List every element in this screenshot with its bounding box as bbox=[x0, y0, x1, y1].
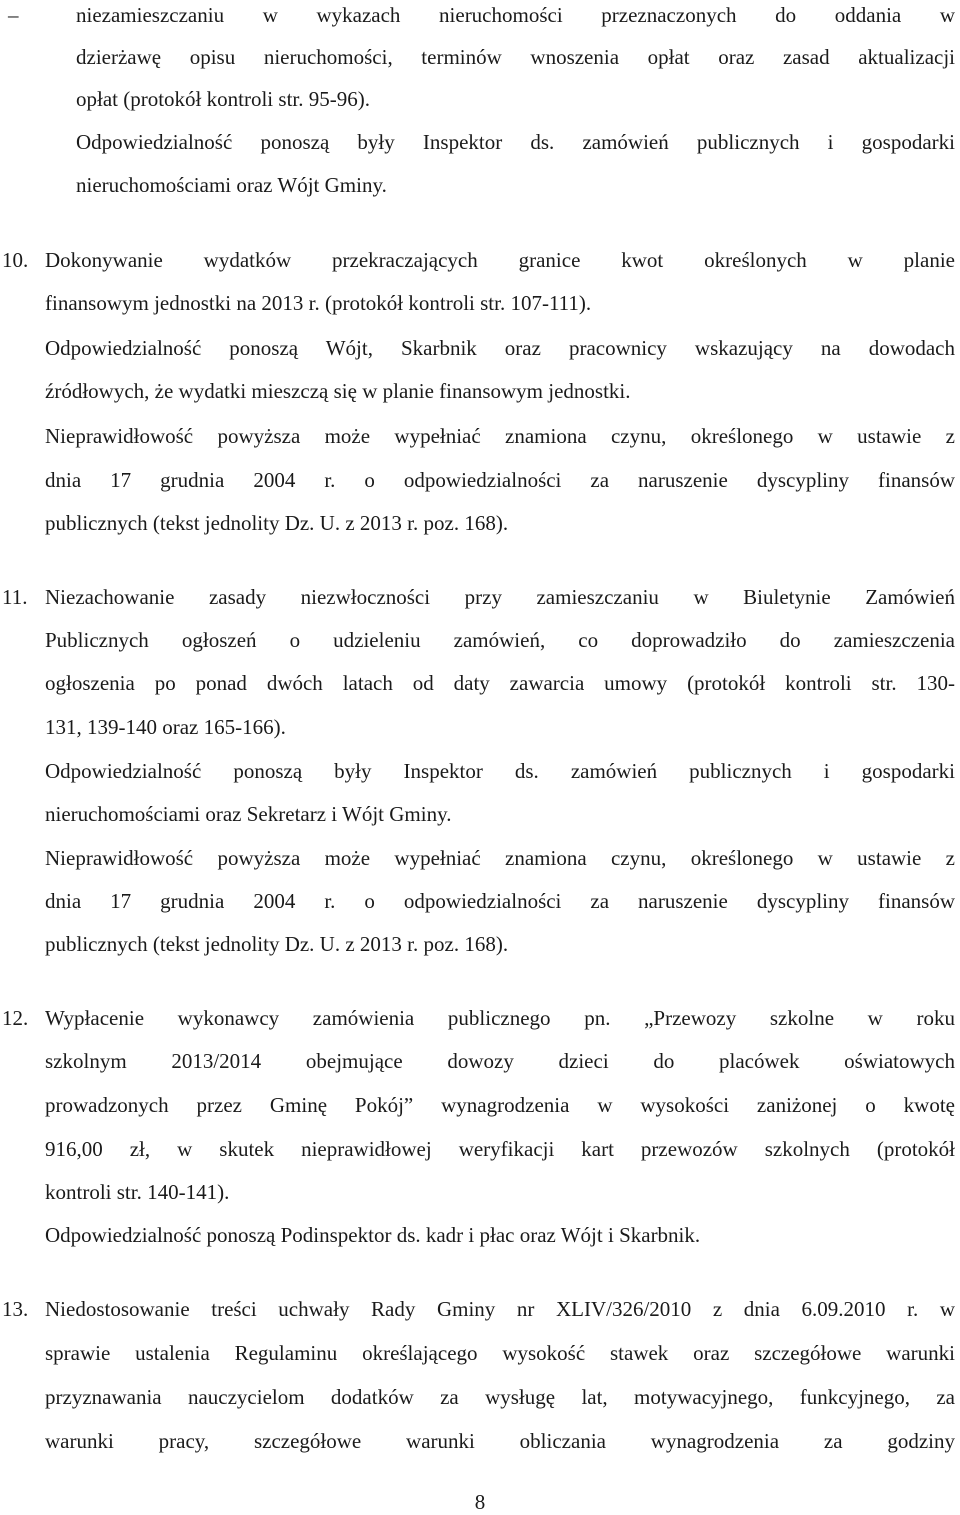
text-line: Odpowiedzialność ponoszą były Inspektor ds. zamówień publicznych i gospodarki bbox=[76, 130, 955, 154]
text-line: niezamieszczaniu w wykazach nieruchomości przeznaczonych do oddania w bbox=[76, 3, 955, 27]
item-number: 12. bbox=[2, 1006, 29, 1030]
text-line: finansowym jednostki na 2013 r. (protokół kontroli str. 107-111). bbox=[45, 291, 592, 315]
item-number: 11. bbox=[2, 585, 28, 609]
text-line: Odpowiedzialność ponoszą Podinspektor ds. kadr i płac oraz Wójt i Skarbnik. bbox=[45, 1223, 701, 1247]
text-line: Odpowiedzialność ponoszą Wójt, Skarbnik oraz pracownicy wskazujący na dowodach bbox=[45, 336, 955, 360]
text-line: 916,00 zł, w skutek nieprawidłowej weryfikacji kart przewozów szkolnych (protokół bbox=[45, 1137, 955, 1161]
text-line: ogłoszenia po ponad dwóch latach od daty zawarcia umowy (protokół kontroli str. 130- bbox=[45, 671, 955, 695]
text-line: źródłowych, że wydatki mieszczą się w planie finansowym jednostki. bbox=[45, 379, 631, 403]
page-number: 8 bbox=[474, 1490, 486, 1514]
text-line: nieruchomościami oraz Sekretarz i Wójt Gminy. bbox=[45, 802, 452, 826]
text-line: Nieprawidłowość powyższa może wypełniać znamiona czynu, określonego w ustawie z bbox=[45, 846, 955, 870]
text-line: warunki pracy, szczegółowe warunki obliczania wynagrodzenia za godziny bbox=[45, 1429, 955, 1453]
text-line: Publicznych ogłoszeń o udzieleniu zamówień, co doprowadziło do zamieszczenia bbox=[45, 628, 955, 652]
dash-marker: – bbox=[8, 3, 19, 27]
text-line: Nieprawidłowość powyższa może wypełniać znamiona czynu, określonego w ustawie z bbox=[45, 424, 955, 448]
text-line: nieruchomościami oraz Wójt Gminy. bbox=[76, 173, 387, 197]
text-line: publicznych (tekst jednolity Dz. U. z 2013 r. poz. 168). bbox=[45, 511, 509, 535]
text-line: 131, 139-140 oraz 165-166). bbox=[45, 715, 286, 739]
text-line: dzierżawę opisu nieruchomości, terminów wnoszenia opłat oraz zasad aktualizacji bbox=[76, 45, 955, 69]
text-line: Odpowiedzialność ponoszą były Inspektor ds. zamówień publicznych i gospodarki bbox=[45, 759, 955, 783]
text-line: publicznych (tekst jednolity Dz. U. z 2013 r. poz. 168). bbox=[45, 932, 509, 956]
item-number: 10. bbox=[2, 248, 29, 272]
text-line: dnia 17 grudnia 2004 r. o odpowiedzialności za naruszenie dyscypliny finansów bbox=[45, 889, 955, 913]
text-line: Niezachowanie zasady niezwłoczności przy zamieszczaniu w Biuletynie Zamówień bbox=[45, 585, 955, 609]
text-line: kontroli str. 140-141). bbox=[45, 1180, 230, 1204]
text-line: opłat (protokół kontroli str. 95-96). bbox=[76, 87, 370, 111]
text-line: Wypłacenie wykonawcy zamówienia publicznego pn. „Przewozy szkolne w roku bbox=[45, 1006, 955, 1030]
text-line: przyznawania nauczycielom dodatków za wysługę lat, motywacyjnego, funkcyjnego, za bbox=[45, 1385, 955, 1409]
text-line: Niedostosowanie treści uchwały Rady Gminy nr XLIV/326/2010 z dnia 6.09.2010 r. w bbox=[45, 1297, 955, 1321]
text-line: Dokonywanie wydatków przekraczających granice kwot określonych w planie bbox=[45, 248, 955, 272]
text-line: szkolnym 2013/2014 obejmujące dowozy dzieci do placówek oświatowych bbox=[45, 1049, 955, 1073]
item-number: 13. bbox=[2, 1297, 29, 1321]
text-line: sprawie ustalenia Regulaminu określającego wysokość stawek oraz szczegółowe warunki bbox=[45, 1341, 955, 1365]
text-line: prowadzonych przez Gminę Pokój” wynagrodzenia w wysokości zaniżonej o kwotę bbox=[45, 1093, 955, 1117]
text-line: dnia 17 grudnia 2004 r. o odpowiedzialności za naruszenie dyscypliny finansów bbox=[45, 468, 955, 492]
